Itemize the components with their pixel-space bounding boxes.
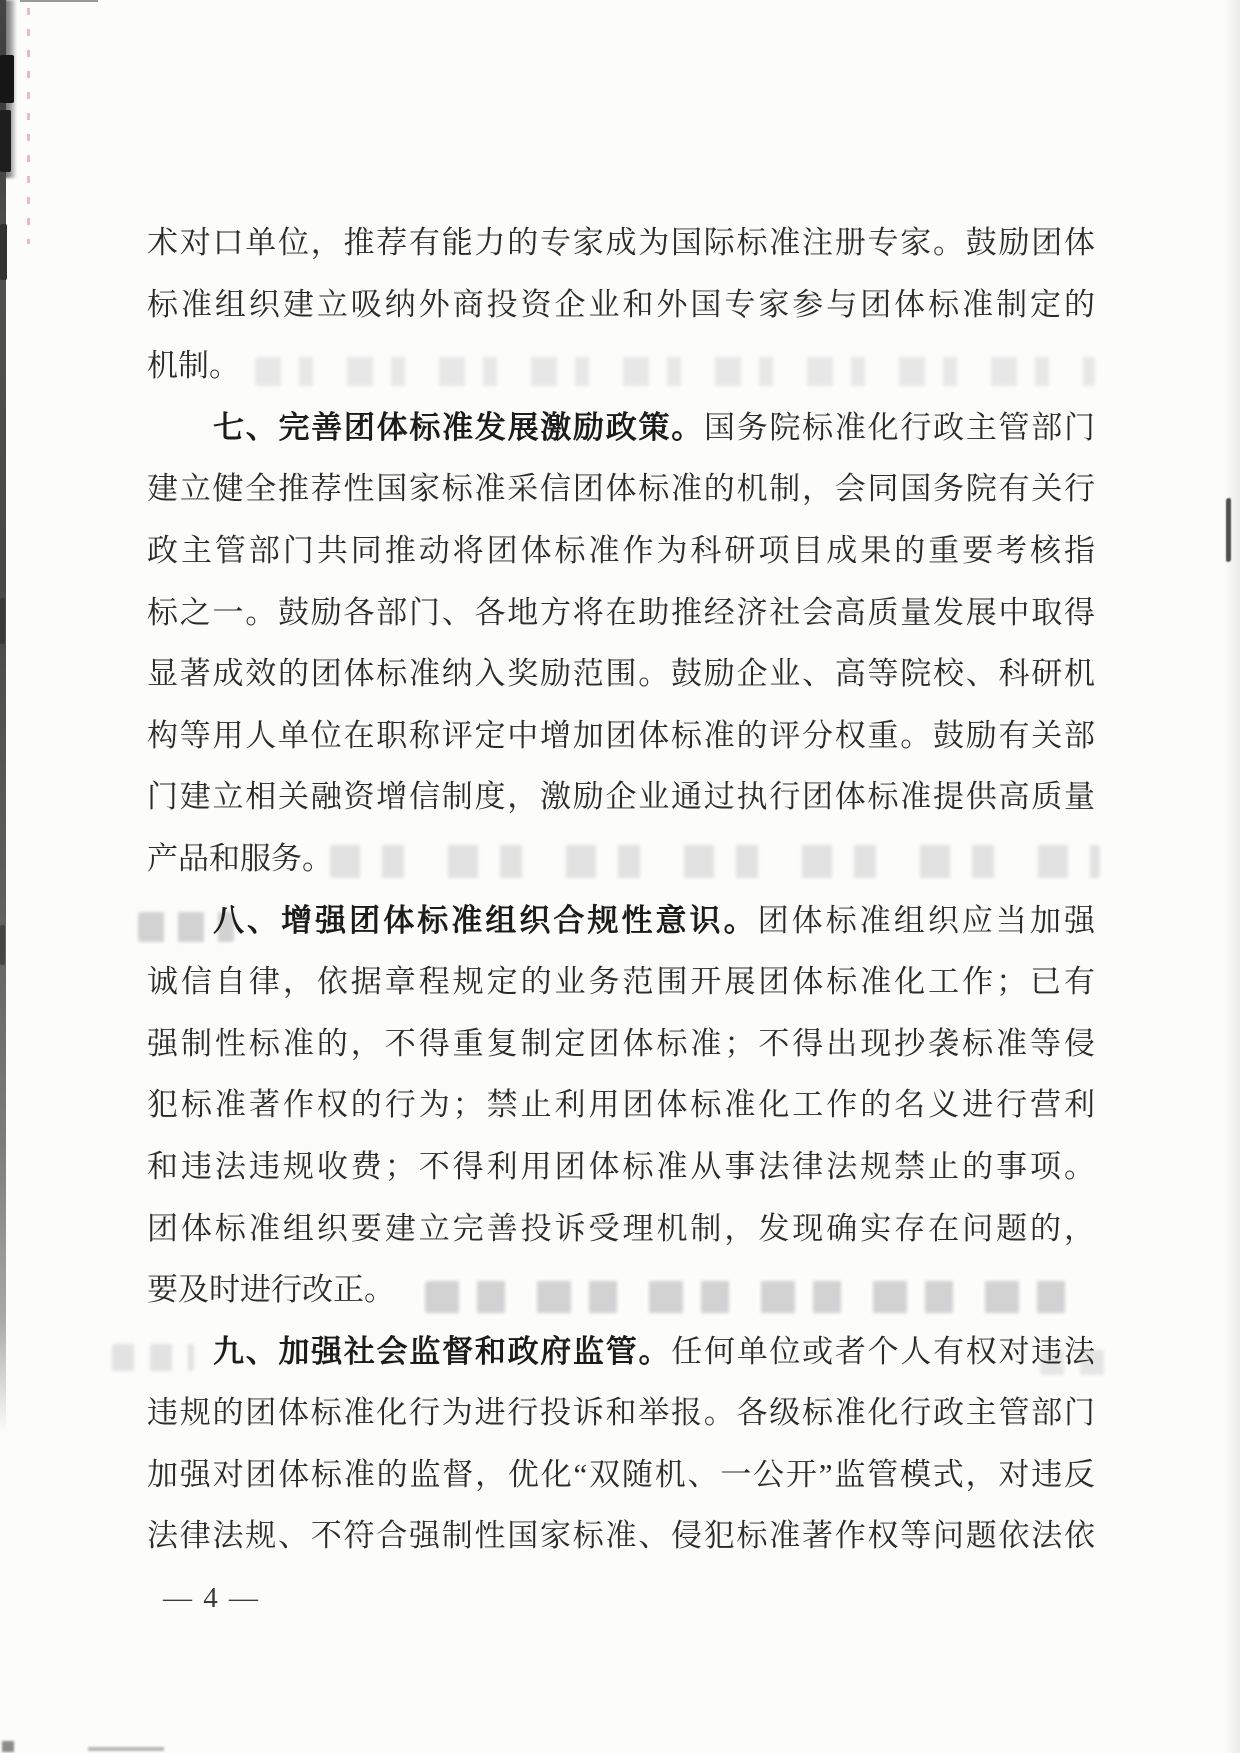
text-line [147, 1259, 1095, 1321]
line-text: 产品和服务。 [147, 840, 333, 876]
line-text: 标准组织建立吸纳外商投资企业和外国专家参与团体标准制定的 [147, 286, 1095, 322]
line-text: 强制性标准的，不得重复制定团体标准；不得出现抄袭标准等侵 [147, 1025, 1095, 1061]
section-heading-line [147, 890, 1095, 952]
binding-dots-mark [27, 8, 30, 244]
text-line [147, 951, 1095, 1013]
line-text: 标之一。鼓励各部门、各地方将在助推经济社会高质量发展中取得 [147, 594, 1095, 630]
line-text: 构等用人单位在职称评定中增加团体标准的评分权重。鼓励有关部 [147, 717, 1095, 753]
text-line [147, 335, 1095, 397]
line-text: 团体标准组织应当加强 [757, 902, 1095, 938]
section-heading-text: 八、增强团体标准组织合规性意识。 [213, 902, 758, 938]
line-text: 机制。 [147, 348, 240, 384]
line-text: 建立健全推荐性国家标准采信团体标准的机制，会同国务院有关行 [147, 471, 1095, 507]
scan-mark-right [1226, 498, 1231, 563]
section-heading-line [147, 397, 1095, 459]
text-line [147, 705, 1095, 767]
scan-edge-blob [0, 110, 11, 172]
scan-smudge-bottom [88, 1747, 164, 1751]
text-line [147, 458, 1095, 520]
line-text: 加强对团体标准的监督，优化“双随机、一公开”监管模式，对违反 [147, 1456, 1095, 1492]
text-line [147, 643, 1095, 705]
text-line [147, 1444, 1095, 1506]
line-text: 犯标准著作权的行为；禁止利用团体标准化工作的名义进行营利 [147, 1087, 1095, 1123]
line-text: 政主管部门共同推动将团体标准作为科研项目成果的重要考核指 [147, 532, 1095, 568]
text-line [147, 274, 1095, 336]
scan-edge-line [20, 0, 98, 2]
scan-edge-blob [0, 925, 5, 965]
line-text: 团体标准组织要建立完善投诉受理机制，发现确实存在问题的， [147, 1210, 1095, 1246]
scan-edge-band-right [1224, 0, 1240, 1753]
line-text: 门建立相关融资增信制度，激励企业通过执行团体标准提供高质量 [147, 779, 1095, 815]
text-line [147, 1505, 1095, 1567]
page-number: — 4 — [163, 1582, 260, 1614]
document-body [147, 212, 1095, 1567]
text-line [147, 520, 1095, 582]
text-line [147, 1198, 1095, 1260]
scan-edge-shadow [0, 0, 6, 1432]
scan-edge-blob [0, 598, 5, 644]
text-line [147, 1074, 1095, 1136]
text-line [147, 1382, 1095, 1444]
line-text: 诚信自律，依据章程规定的业务范围开展团体标准化工作；已有 [147, 964, 1095, 1000]
section-heading-line [147, 1321, 1095, 1383]
text-line [147, 582, 1095, 644]
line-text: 法律法规、不符合强制性国家标准、侵犯标准著作权等问题依法依 [147, 1518, 1095, 1554]
section-heading-text: 七、完善团体标准发展激励政策。 [213, 409, 704, 445]
line-text: 术对口单位，推荐有能力的专家成为国际标准注册专家。鼓励团体 [147, 225, 1095, 260]
scan-edge-blob [0, 224, 7, 280]
line-text: 任何单位或者个人有权对违法 [671, 1333, 1096, 1369]
line-text: 要及时进行改正。 [147, 1272, 395, 1308]
scan-edge-blob [0, 55, 14, 103]
scan-mark-bottom-left [2, 1741, 14, 1752]
text-line [147, 828, 1095, 890]
text-line [147, 1013, 1095, 1075]
text-line [147, 766, 1095, 828]
section-heading-text: 九、加强社会监督和政府监管。 [213, 1333, 672, 1369]
text-line [147, 212, 1095, 274]
text-line [147, 1136, 1095, 1198]
line-text: 显著成效的团体标准纳入奖励范围。鼓励企业、高等院校、科研机 [147, 656, 1095, 692]
line-text: 违规的团体标准化行为进行投诉和举报。各级标准化行政主管部门 [147, 1395, 1095, 1431]
line-text: 和违法违规收费；不得利用团体标准从事法律法规禁止的事项。 [147, 1148, 1095, 1184]
line-text: 国务院标准化行政主管部门 [703, 409, 1096, 445]
